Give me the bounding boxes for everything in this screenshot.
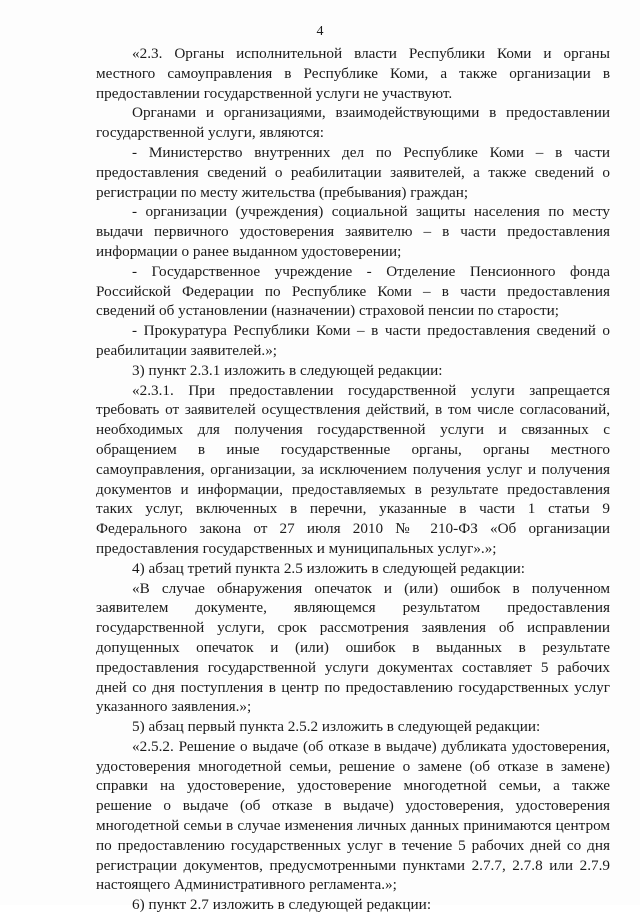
document-body [96,44,610,915]
list-item-pension-fund: - Государственное учреждение - Отделение Пенсионного фонда Российской Федерации по Республике Коми – в части предоставления сведений об установлении (назначении) страховой пенсии по старости; [96,262,610,320]
list-item-social-protection: - организации (учреждения) социальной защиты населения по месту выдачи первичного удостоверения заявителю – в части предоставления информации о ранее выданном удостоверении; [96,203,610,260]
amendment-5-heading: 5) абзац первый пункта 2.5.2 изложить в следующей редакции: [132,718,541,736]
paragraph-typo-correction: «В случае обнаружения опечаток и (или) ошибок в полученном заявителем документе, являющемся результатом предоставления государственной услуги, срок рассмотрения заявления об исправлении допущенных опечаток и (или) ошибок в выданных в результате предоставления государственной услуги документах составляет 5 рабочих дней со дня поступления в центр по предоставлению государственных услуг указанного заявления.»; [96,579,610,716]
list-item-prosecutor: - Прокуратура Республики Коми – в части предоставления сведений о реабилитации заявителей.»; [96,322,610,359]
amendment-6-heading: 6) пункт 2.7 изложить в следующей редакции: [132,896,432,914]
paragraph-interacting-organizations: Органами и организациями, взаимодействующими в предоставлении государственной услуги, являются: [96,104,610,142]
paragraph-2-3: «2.3. Органы исполнительной власти Республики Коми и органы местного самоуправления в Республике Коми, а также организации в предоставлении государственной услуги не участвуют. [96,45,610,102]
amendment-4-heading: 4) абзац третий пункта 2.5 изложить в следующей редакции: [132,559,525,577]
paragraph-2-5-2: «2.5.2. Решение о выдаче (об отказе в выдаче) дубликата удостоверения, удостоверения многодетной семьи, решение о замене (об отказе в замене) справки на удостоверение, удостоверение многодетной семьи, а также решение о выдаче (об отказе в выдаче) удостоверения, удостоверения многодетной семьи в случае изменения личных данных принимаются центром по предоставлению государственных услуг в течение 5 рабочих дней со дня регистрации документов, предусмотренными пунктами 2.7.7, 2.7.8 или 2.7.9 настоящего Административного регламента.»; [96,737,610,894]
paragraph-2-3-1: «2.3.1. При предоставлении государственной услуги запрещается требовать от заявителей осуществления действий, в том числе согласований, необходимых для получения государственной услуги и связанных с обращением в иные государственные органы, органы местного самоуправления, организации, за исключением получения услуг и получения документов и информации, предоставляемых в результате предоставления таких услуг, включенных в перечни, указанные в части 1 статьи 9 Федерального закона от 27 июля 2010 № 210-ФЗ «Об организации предоставления государственных и муниципальных услуг».»; [96,381,610,557]
amendment-3-heading: 3) пункт 2.3.1 изложить в следующей редакции: [132,361,443,379]
list-item-mvd: - Министерство внутренних дел по Республике Коми – в части предоставления сведений о реабилитации заявителей, а также сведений о регистрации по месту жительства (пребывания) граждан; [96,143,610,201]
page-number: 4 [316,24,324,39]
